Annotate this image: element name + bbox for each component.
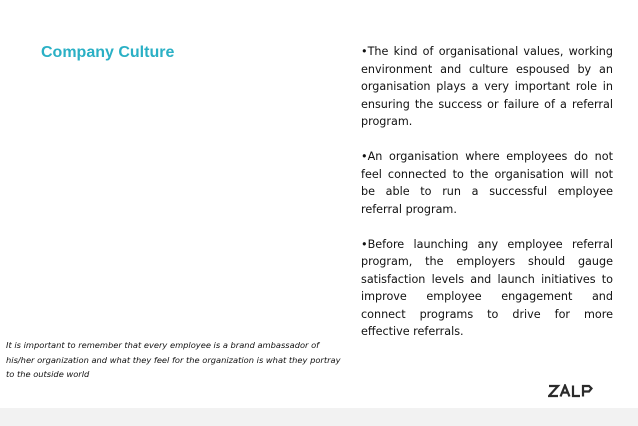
- zalp-logo: [548, 384, 594, 398]
- bullet-item: •Before launching any employee referral program, the employers should gauge satisfaction levels and launch initiatives to improve employee engagement and connect programs to drive for more effective referrals.: [361, 237, 613, 338]
- bullet-list: [361, 43, 613, 358]
- footnote: It is important to remember that every employee is a brand ambassador of his/her organization and what they feel for the organization is what they portray to the outside world: [6, 340, 341, 379]
- slide-title: Company Culture: [41, 44, 175, 61]
- bullet-item: •The kind of organisational values, working environment and culture espoused by an organisation plays a very important role in ensuring the success or failure of a referral program.: [361, 45, 613, 128]
- bullet-item: •An organisation where employees do not feel connected to the organisation will not be able to run a successful employee referral program.: [361, 150, 613, 216]
- footer-band: [0, 408, 638, 426]
